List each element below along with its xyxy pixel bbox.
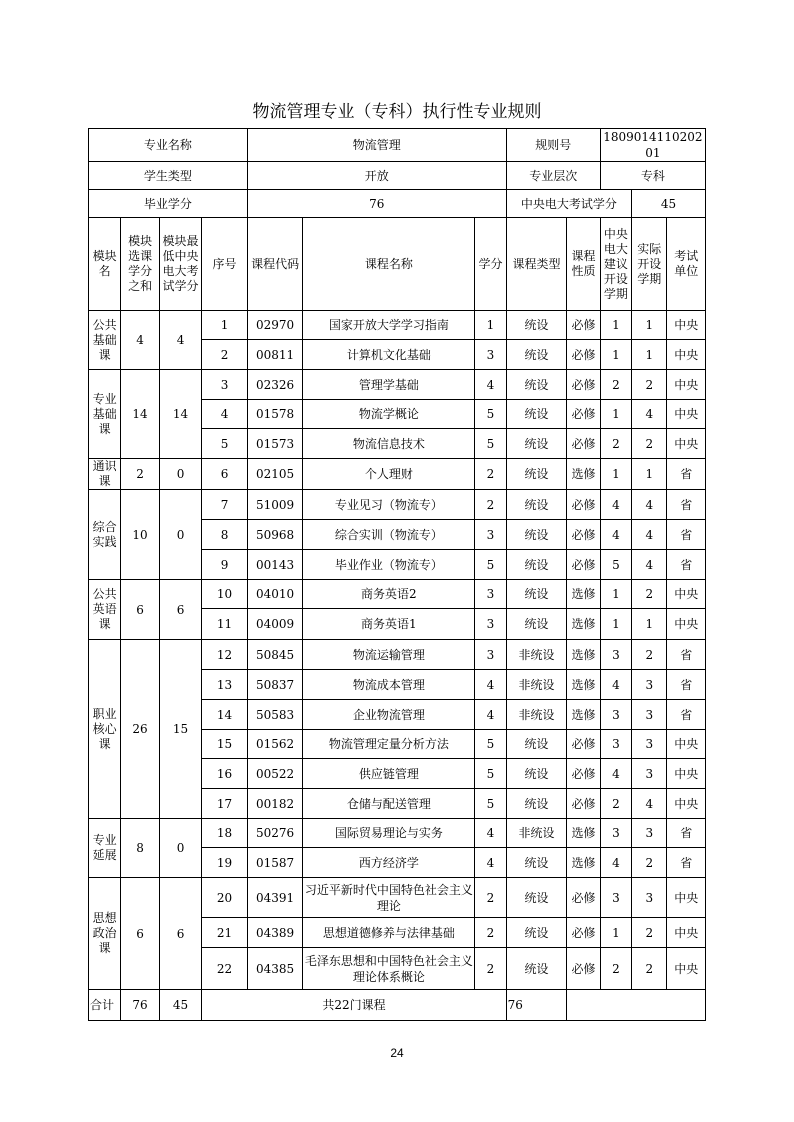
course-name: 物流成本管理 (303, 670, 475, 700)
course-code: 04391 (247, 878, 303, 918)
course-name: 毕业作业（物流专） (303, 550, 475, 580)
course-nature: 必修 (567, 730, 600, 759)
course-course-type: 非统设 (506, 640, 567, 670)
course-suggest-term: 1 (600, 311, 631, 340)
course-course-type: 统设 (506, 311, 567, 340)
course-course-type: 统设 (506, 429, 567, 459)
course-credit: 2 (475, 948, 506, 990)
course-code: 50968 (247, 520, 303, 550)
course-credit: 4 (475, 848, 506, 878)
course-actual-term: 2 (632, 580, 667, 609)
course-nature: 选修 (567, 700, 600, 730)
course-code: 04009 (247, 609, 303, 640)
course-course-type: 统设 (506, 490, 567, 520)
col-course-type: 课程类型 (506, 218, 567, 311)
credits-label: 毕业学分 (89, 190, 248, 218)
module-min: 14 (159, 370, 201, 459)
table-row (89, 819, 706, 848)
module-min: 15 (159, 640, 201, 819)
module-name: 公共基础课 (89, 311, 121, 370)
level-label: 专业层次 (506, 162, 600, 190)
total-min: 45 (159, 990, 201, 1021)
course-code: 51009 (247, 490, 303, 520)
course-course-type: 非统设 (506, 819, 567, 848)
course-exam-unit: 省 (667, 459, 706, 490)
module-name: 专业延展 (89, 819, 121, 878)
course-exam-unit: 中央 (667, 948, 706, 990)
course-exam-unit: 省 (667, 640, 706, 670)
course-exam-unit: 中央 (667, 429, 706, 459)
course-credit: 5 (475, 730, 506, 759)
course-actual-term: 2 (632, 370, 667, 400)
table-row (89, 311, 706, 340)
col-exam-unit: 考试单位 (667, 218, 706, 311)
course-suggest-term: 2 (600, 370, 631, 400)
total-credit: 76 (506, 990, 567, 1021)
course-seq: 13 (202, 670, 248, 700)
total-course-count: 共22门课程 (202, 990, 506, 1021)
course-code: 50837 (247, 670, 303, 700)
module-name: 专业基础课 (89, 370, 121, 459)
course-nature: 选修 (567, 819, 600, 848)
course-name: 商务英语2 (303, 580, 475, 609)
course-code: 00182 (247, 789, 303, 819)
course-seq: 9 (202, 550, 248, 580)
student-type-label: 学生类型 (89, 162, 248, 190)
course-name: 习近平新时代中国特色社会主义理论 (303, 878, 475, 918)
course-name: 计算机文化基础 (303, 340, 475, 370)
course-suggest-term: 1 (600, 400, 631, 429)
course-code: 01573 (247, 429, 303, 459)
course-name: 物流学概论 (303, 400, 475, 429)
course-credit: 3 (475, 640, 506, 670)
course-nature: 必修 (567, 789, 600, 819)
course-nature: 选修 (567, 580, 600, 609)
course-code: 01562 (247, 730, 303, 759)
course-course-type: 统设 (506, 878, 567, 918)
module-sum: 4 (121, 311, 159, 370)
course-name: 管理学基础 (303, 370, 475, 400)
course-name: 综合实训（物流专） (303, 520, 475, 550)
course-course-type: 统设 (506, 550, 567, 580)
course-code: 04385 (247, 948, 303, 990)
course-actual-term: 2 (632, 948, 667, 990)
course-nature: 必修 (567, 550, 600, 580)
course-actual-term: 2 (632, 640, 667, 670)
course-nature: 必修 (567, 520, 600, 550)
page-title: 物流管理专业（专科）执行性专业规则 (252, 102, 542, 122)
course-name: 物流运输管理 (303, 640, 475, 670)
rule-no-label: 规则号 (506, 129, 600, 162)
course-exam-unit: 中央 (667, 730, 706, 759)
course-nature: 选修 (567, 609, 600, 640)
course-code: 02105 (247, 459, 303, 490)
course-name: 企业物流管理 (303, 700, 475, 730)
course-course-type: 统设 (506, 520, 567, 550)
student-type-value: 开放 (247, 162, 506, 190)
course-code: 00522 (247, 759, 303, 789)
central-credits-value: 45 (632, 190, 706, 218)
module-min: 6 (159, 580, 201, 640)
course-credit: 4 (475, 670, 506, 700)
module-min: 0 (159, 819, 201, 878)
module-min: 0 (159, 459, 201, 490)
course-name: 仓储与配送管理 (303, 789, 475, 819)
program-rules-table (88, 128, 706, 1021)
module-sum: 2 (121, 459, 159, 490)
course-nature: 必修 (567, 918, 600, 948)
course-seq: 8 (202, 520, 248, 550)
course-credit: 4 (475, 819, 506, 848)
rule-no-value: 180901411020201 (600, 129, 705, 162)
total-row (89, 990, 706, 1021)
course-actual-term: 3 (632, 670, 667, 700)
course-seq: 4 (202, 400, 248, 429)
course-credit: 5 (475, 400, 506, 429)
course-course-type: 统设 (506, 340, 567, 370)
col-module: 模块名 (89, 218, 121, 311)
course-nature: 选修 (567, 670, 600, 700)
course-actual-term: 4 (632, 550, 667, 580)
course-actual-term: 2 (632, 429, 667, 459)
course-exam-unit: 中央 (667, 759, 706, 789)
course-exam-unit: 中央 (667, 311, 706, 340)
col-suggest-term: 中央电大建议开设学期 (600, 218, 631, 311)
table-row (89, 459, 706, 490)
course-actual-term: 4 (632, 520, 667, 550)
course-seq: 3 (202, 370, 248, 400)
course-seq: 15 (202, 730, 248, 759)
course-actual-term: 3 (632, 759, 667, 789)
table-row (89, 490, 706, 520)
course-code: 04389 (247, 918, 303, 948)
course-nature: 必修 (567, 948, 600, 990)
course-code: 02326 (247, 370, 303, 400)
course-suggest-term: 3 (600, 819, 631, 848)
course-suggest-term: 4 (600, 520, 631, 550)
course-suggest-term: 2 (600, 429, 631, 459)
course-credit: 3 (475, 580, 506, 609)
course-nature: 必修 (567, 370, 600, 400)
course-code: 50845 (247, 640, 303, 670)
course-course-type: 统设 (506, 759, 567, 789)
course-nature: 必修 (567, 759, 600, 789)
course-credit: 3 (475, 520, 506, 550)
course-credit: 2 (475, 918, 506, 948)
course-course-type: 统设 (506, 459, 567, 490)
course-actual-term: 3 (632, 700, 667, 730)
course-nature: 选修 (567, 459, 600, 490)
course-suggest-term: 1 (600, 459, 631, 490)
module-min: 6 (159, 878, 201, 990)
course-suggest-term: 5 (600, 550, 631, 580)
course-name: 专业见习（物流专） (303, 490, 475, 520)
course-suggest-term: 3 (600, 730, 631, 759)
course-nature: 必修 (567, 340, 600, 370)
course-name: 物流管理定量分析方法 (303, 730, 475, 759)
course-exam-unit: 中央 (667, 918, 706, 948)
course-nature: 选修 (567, 640, 600, 670)
course-seq: 14 (202, 700, 248, 730)
course-seq: 22 (202, 948, 248, 990)
course-actual-term: 2 (632, 848, 667, 878)
course-seq: 18 (202, 819, 248, 848)
course-code: 50276 (247, 819, 303, 848)
course-credit: 2 (475, 490, 506, 520)
header-row-credits (89, 190, 706, 218)
course-suggest-term: 3 (600, 640, 631, 670)
col-module-min: 模块最低中央电大考试学分 (159, 218, 201, 311)
course-credit: 5 (475, 429, 506, 459)
course-exam-unit: 省 (667, 520, 706, 550)
course-suggest-term: 1 (600, 609, 631, 640)
course-suggest-term: 2 (600, 789, 631, 819)
table-row (89, 640, 706, 670)
course-actual-term: 1 (632, 609, 667, 640)
course-seq: 10 (202, 580, 248, 609)
course-suggest-term: 1 (600, 580, 631, 609)
course-nature: 选修 (567, 848, 600, 878)
course-course-type: 统设 (506, 609, 567, 640)
course-seq: 21 (202, 918, 248, 948)
course-suggest-term: 4 (600, 670, 631, 700)
course-name: 商务英语1 (303, 609, 475, 640)
course-exam-unit: 省 (667, 700, 706, 730)
course-name: 毛泽东思想和中国特色社会主义理论体系概论 (303, 948, 475, 990)
course-exam-unit: 中央 (667, 340, 706, 370)
course-actual-term: 3 (632, 878, 667, 918)
course-code: 00143 (247, 550, 303, 580)
module-name: 通识课 (89, 459, 121, 490)
course-credit: 2 (475, 878, 506, 918)
course-suggest-term: 2 (600, 948, 631, 990)
module-sum: 6 (121, 580, 159, 640)
course-exam-unit: 中央 (667, 400, 706, 429)
course-actual-term: 3 (632, 730, 667, 759)
course-code: 04010 (247, 580, 303, 609)
course-course-type: 统设 (506, 730, 567, 759)
course-exam-unit: 省 (667, 550, 706, 580)
course-seq: 12 (202, 640, 248, 670)
credits-value: 76 (247, 190, 506, 218)
course-suggest-term: 3 (600, 700, 631, 730)
course-code: 02970 (247, 311, 303, 340)
course-exam-unit: 中央 (667, 580, 706, 609)
course-credit: 3 (475, 609, 506, 640)
column-header-row (89, 218, 706, 311)
col-code: 课程代码 (247, 218, 303, 311)
course-code: 50583 (247, 700, 303, 730)
module-sum: 26 (121, 640, 159, 819)
course-seq: 7 (202, 490, 248, 520)
course-course-type: 统设 (506, 580, 567, 609)
course-nature: 必修 (567, 490, 600, 520)
course-exam-unit: 省 (667, 819, 706, 848)
course-seq: 16 (202, 759, 248, 789)
module-sum: 6 (121, 878, 159, 990)
module-min: 0 (159, 490, 201, 580)
course-course-type: 统设 (506, 948, 567, 990)
header-row-major (89, 129, 706, 162)
course-nature: 必修 (567, 429, 600, 459)
course-seq: 11 (202, 609, 248, 640)
course-exam-unit: 省 (667, 490, 706, 520)
course-suggest-term: 1 (600, 918, 631, 948)
course-seq: 2 (202, 340, 248, 370)
course-nature: 必修 (567, 878, 600, 918)
col-credit: 学分 (475, 218, 506, 311)
course-code: 00811 (247, 340, 303, 370)
course-suggest-term: 4 (600, 490, 631, 520)
course-code: 01587 (247, 848, 303, 878)
course-credit: 5 (475, 759, 506, 789)
col-name: 课程名称 (303, 218, 475, 311)
course-seq: 5 (202, 429, 248, 459)
course-exam-unit: 省 (667, 848, 706, 878)
course-suggest-term: 4 (600, 848, 631, 878)
course-exam-unit: 省 (667, 670, 706, 700)
course-nature: 必修 (567, 400, 600, 429)
course-exam-unit: 中央 (667, 370, 706, 400)
course-actual-term: 4 (632, 789, 667, 819)
course-actual-term: 1 (632, 340, 667, 370)
course-name: 个人理财 (303, 459, 475, 490)
course-actual-term: 4 (632, 400, 667, 429)
course-seq: 19 (202, 848, 248, 878)
course-actual-term: 3 (632, 819, 667, 848)
total-empty (567, 990, 706, 1021)
central-credits-label: 中央电大考试学分 (506, 190, 631, 218)
course-actual-term: 1 (632, 311, 667, 340)
col-module-sum: 模块选课学分之和 (121, 218, 159, 311)
course-name: 物流信息技术 (303, 429, 475, 459)
course-nature: 必修 (567, 311, 600, 340)
total-sum: 76 (121, 990, 159, 1021)
course-credit: 3 (475, 340, 506, 370)
course-exam-unit: 中央 (667, 609, 706, 640)
level-value: 专科 (600, 162, 705, 190)
course-name: 思想道德修养与法律基础 (303, 918, 475, 948)
course-seq: 17 (202, 789, 248, 819)
page-number: 24 (390, 1046, 404, 1060)
course-suggest-term: 4 (600, 759, 631, 789)
course-credit: 4 (475, 370, 506, 400)
course-actual-term: 2 (632, 918, 667, 948)
course-actual-term: 4 (632, 490, 667, 520)
course-credit: 4 (475, 700, 506, 730)
major-name-value: 物流管理 (247, 129, 506, 162)
header-row-type (89, 162, 706, 190)
course-seq: 6 (202, 459, 248, 490)
course-exam-unit: 中央 (667, 789, 706, 819)
module-sum: 10 (121, 490, 159, 580)
course-course-type: 统设 (506, 400, 567, 429)
course-name: 国家开放大学学习指南 (303, 311, 475, 340)
course-suggest-term: 3 (600, 878, 631, 918)
course-course-type: 统设 (506, 789, 567, 819)
course-suggest-term: 1 (600, 340, 631, 370)
module-min: 4 (159, 311, 201, 370)
course-credit: 1 (475, 311, 506, 340)
course-exam-unit: 中央 (667, 878, 706, 918)
course-name: 国际贸易理论与实务 (303, 819, 475, 848)
course-name: 供应链管理 (303, 759, 475, 789)
course-course-type: 统设 (506, 370, 567, 400)
course-course-type: 非统设 (506, 670, 567, 700)
module-name: 思想政治课 (89, 878, 121, 990)
course-course-type: 统设 (506, 848, 567, 878)
course-seq: 1 (202, 311, 248, 340)
module-name: 综合实践 (89, 490, 121, 580)
total-label: 合计 (89, 990, 121, 1021)
course-name: 西方经济学 (303, 848, 475, 878)
course-seq: 20 (202, 878, 248, 918)
course-course-type: 非统设 (506, 700, 567, 730)
course-credit: 2 (475, 459, 506, 490)
col-actual-term: 实际开设学期 (632, 218, 667, 311)
module-sum: 8 (121, 819, 159, 878)
module-name: 公共英语课 (89, 580, 121, 640)
module-name: 职业核心课 (89, 640, 121, 819)
table-row (89, 878, 706, 918)
col-seq: 序号 (202, 218, 248, 311)
course-credit: 5 (475, 550, 506, 580)
course-credit: 5 (475, 789, 506, 819)
major-name-label: 专业名称 (89, 129, 248, 162)
course-course-type: 统设 (506, 918, 567, 948)
table-row (89, 580, 706, 609)
col-nature: 课程性质 (567, 218, 600, 311)
module-sum: 14 (121, 370, 159, 459)
table-row (89, 370, 706, 400)
course-actual-term: 1 (632, 459, 667, 490)
course-code: 01578 (247, 400, 303, 429)
